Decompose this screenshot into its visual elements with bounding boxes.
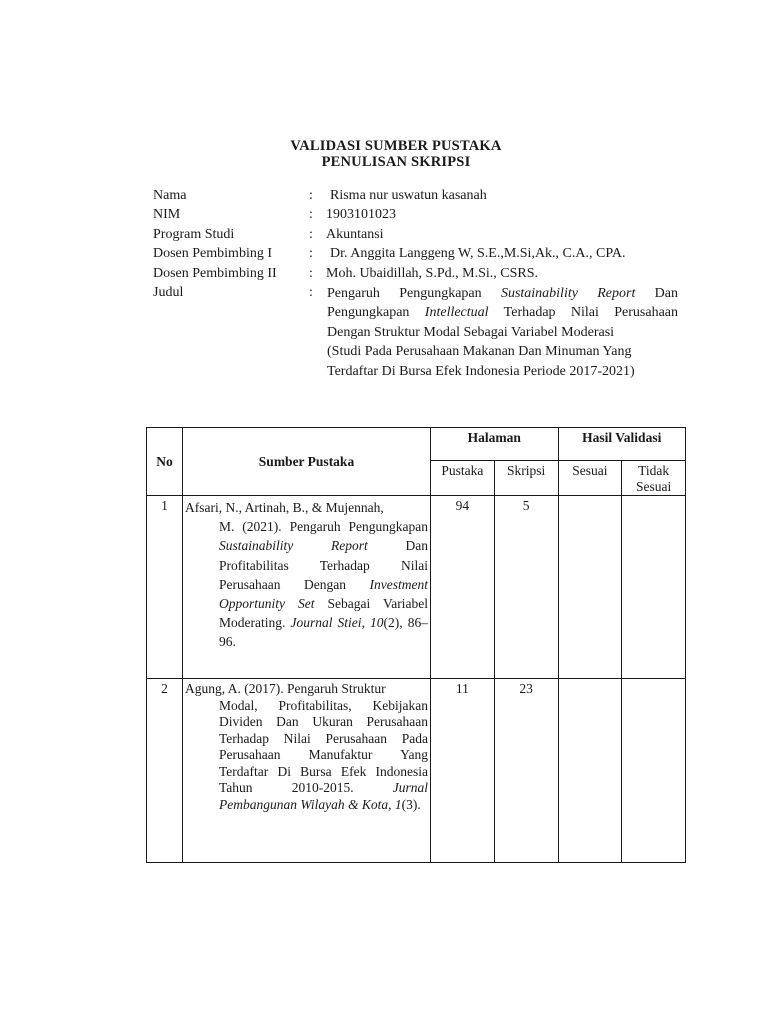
- row-tidak-sesuai[interactable]: [622, 679, 686, 863]
- info-label: Dosen Pembimbing I: [153, 246, 272, 262]
- info-label: Nama: [153, 188, 187, 203]
- table-header-row: [147, 428, 686, 461]
- judul-text: [327, 284, 678, 381]
- validation-table: [146, 427, 686, 863]
- info-value: 1903101023: [326, 207, 396, 223]
- table-row: [147, 496, 686, 679]
- header-tidak-sesuai: Tidak Sesuai: [622, 461, 686, 496]
- info-label: Dosen Pembimbing II: [153, 265, 277, 281]
- header-no: No: [147, 428, 183, 496]
- judul-line-5: Terdaftar Di Bursa Efek Indonesia Periode 2017-2021): [327, 363, 635, 379]
- info-value: Moh. Ubaidillah, S.Pd., M.Si., CSRS.: [326, 265, 538, 281]
- row-skripsi: 23: [494, 679, 558, 863]
- header-hasil-validasi: Hasil Validasi: [558, 428, 686, 461]
- document-title: [0, 138, 768, 170]
- info-label: Program Studi: [153, 226, 235, 242]
- row-reference: Agung, A. (2017). Pengaruh Struktur Modal, Profitabilitas, Kebijakan Dividen Dan Ukuran Perusahaan Terhadap Nilai Perusahaan Pada Perusahaan Manufaktur Yang Terdaftar Di Bursa Efek Indonesia Tahun 2010-2015. Jurnal Pembangunan Wilayah & Kota, 1(3).: [183, 679, 431, 863]
- judul-line-3: Dengan Struktur Modal Sebagai Variabel Moderasi: [327, 324, 615, 340]
- row-pustaka: 94: [431, 496, 495, 679]
- info-colon: :: [309, 207, 313, 223]
- judul-line-2: Pengungkapan Intellectual Terhadap Nilai Perusahaan: [327, 305, 678, 321]
- info-colon: :: [309, 265, 313, 281]
- row-pustaka: 11: [431, 679, 495, 863]
- row-reference: Afsari, N., Artinah, B., & Mujennah, M. (2021). Pengaruh Pengungkapan Sustainability Report Dan Profitabilitas Terhadap Nilai Perusahaan Dengan Investment Opportunity Set Sebagai Variabel Moderating. Journal Stiei, 10(2), 86–96.: [183, 496, 431, 679]
- row-sesuai[interactable]: [558, 679, 622, 863]
- judul-line-4: (Studi Pada Perusahaan Makanan Dan Minuman Yang: [327, 344, 632, 360]
- info-value: Akuntansi: [326, 226, 384, 242]
- table-row: [147, 679, 686, 863]
- row-no: 1: [147, 496, 183, 679]
- row-sesuai[interactable]: [558, 496, 622, 679]
- info-colon: :: [309, 226, 313, 242]
- info-label: NIM: [153, 207, 181, 223]
- header-halaman: Halaman: [431, 428, 559, 461]
- info-colon: :: [309, 188, 313, 203]
- judul-line-1: Pengaruh Pengungkapan Sustainability Report Dan: [327, 286, 678, 301]
- header-sesuai: Sesuai: [558, 461, 622, 496]
- row-skripsi: 5: [494, 496, 558, 679]
- info-value: Risma nur uswatun kasanah: [330, 188, 487, 203]
- title-line-1: VALIDASI SUMBER PUSTAKA: [290, 138, 502, 154]
- header-pustaka: Pustaka: [431, 461, 495, 496]
- info-label: Judul: [153, 284, 184, 300]
- info-value: Dr. Anggita Langgeng W, S.E.,M.Si,Ak., C.A., CPA.: [330, 246, 626, 262]
- header-sumber-pustaka: Sumber Pustaka: [183, 428, 431, 496]
- info-colon: :: [309, 284, 313, 300]
- header-skripsi: Skripsi: [494, 461, 558, 496]
- title-line-2: PENULISAN SKRIPSI: [321, 154, 471, 170]
- row-no: 2: [147, 679, 183, 863]
- info-colon: :: [309, 246, 313, 262]
- row-tidak-sesuai[interactable]: [622, 496, 686, 679]
